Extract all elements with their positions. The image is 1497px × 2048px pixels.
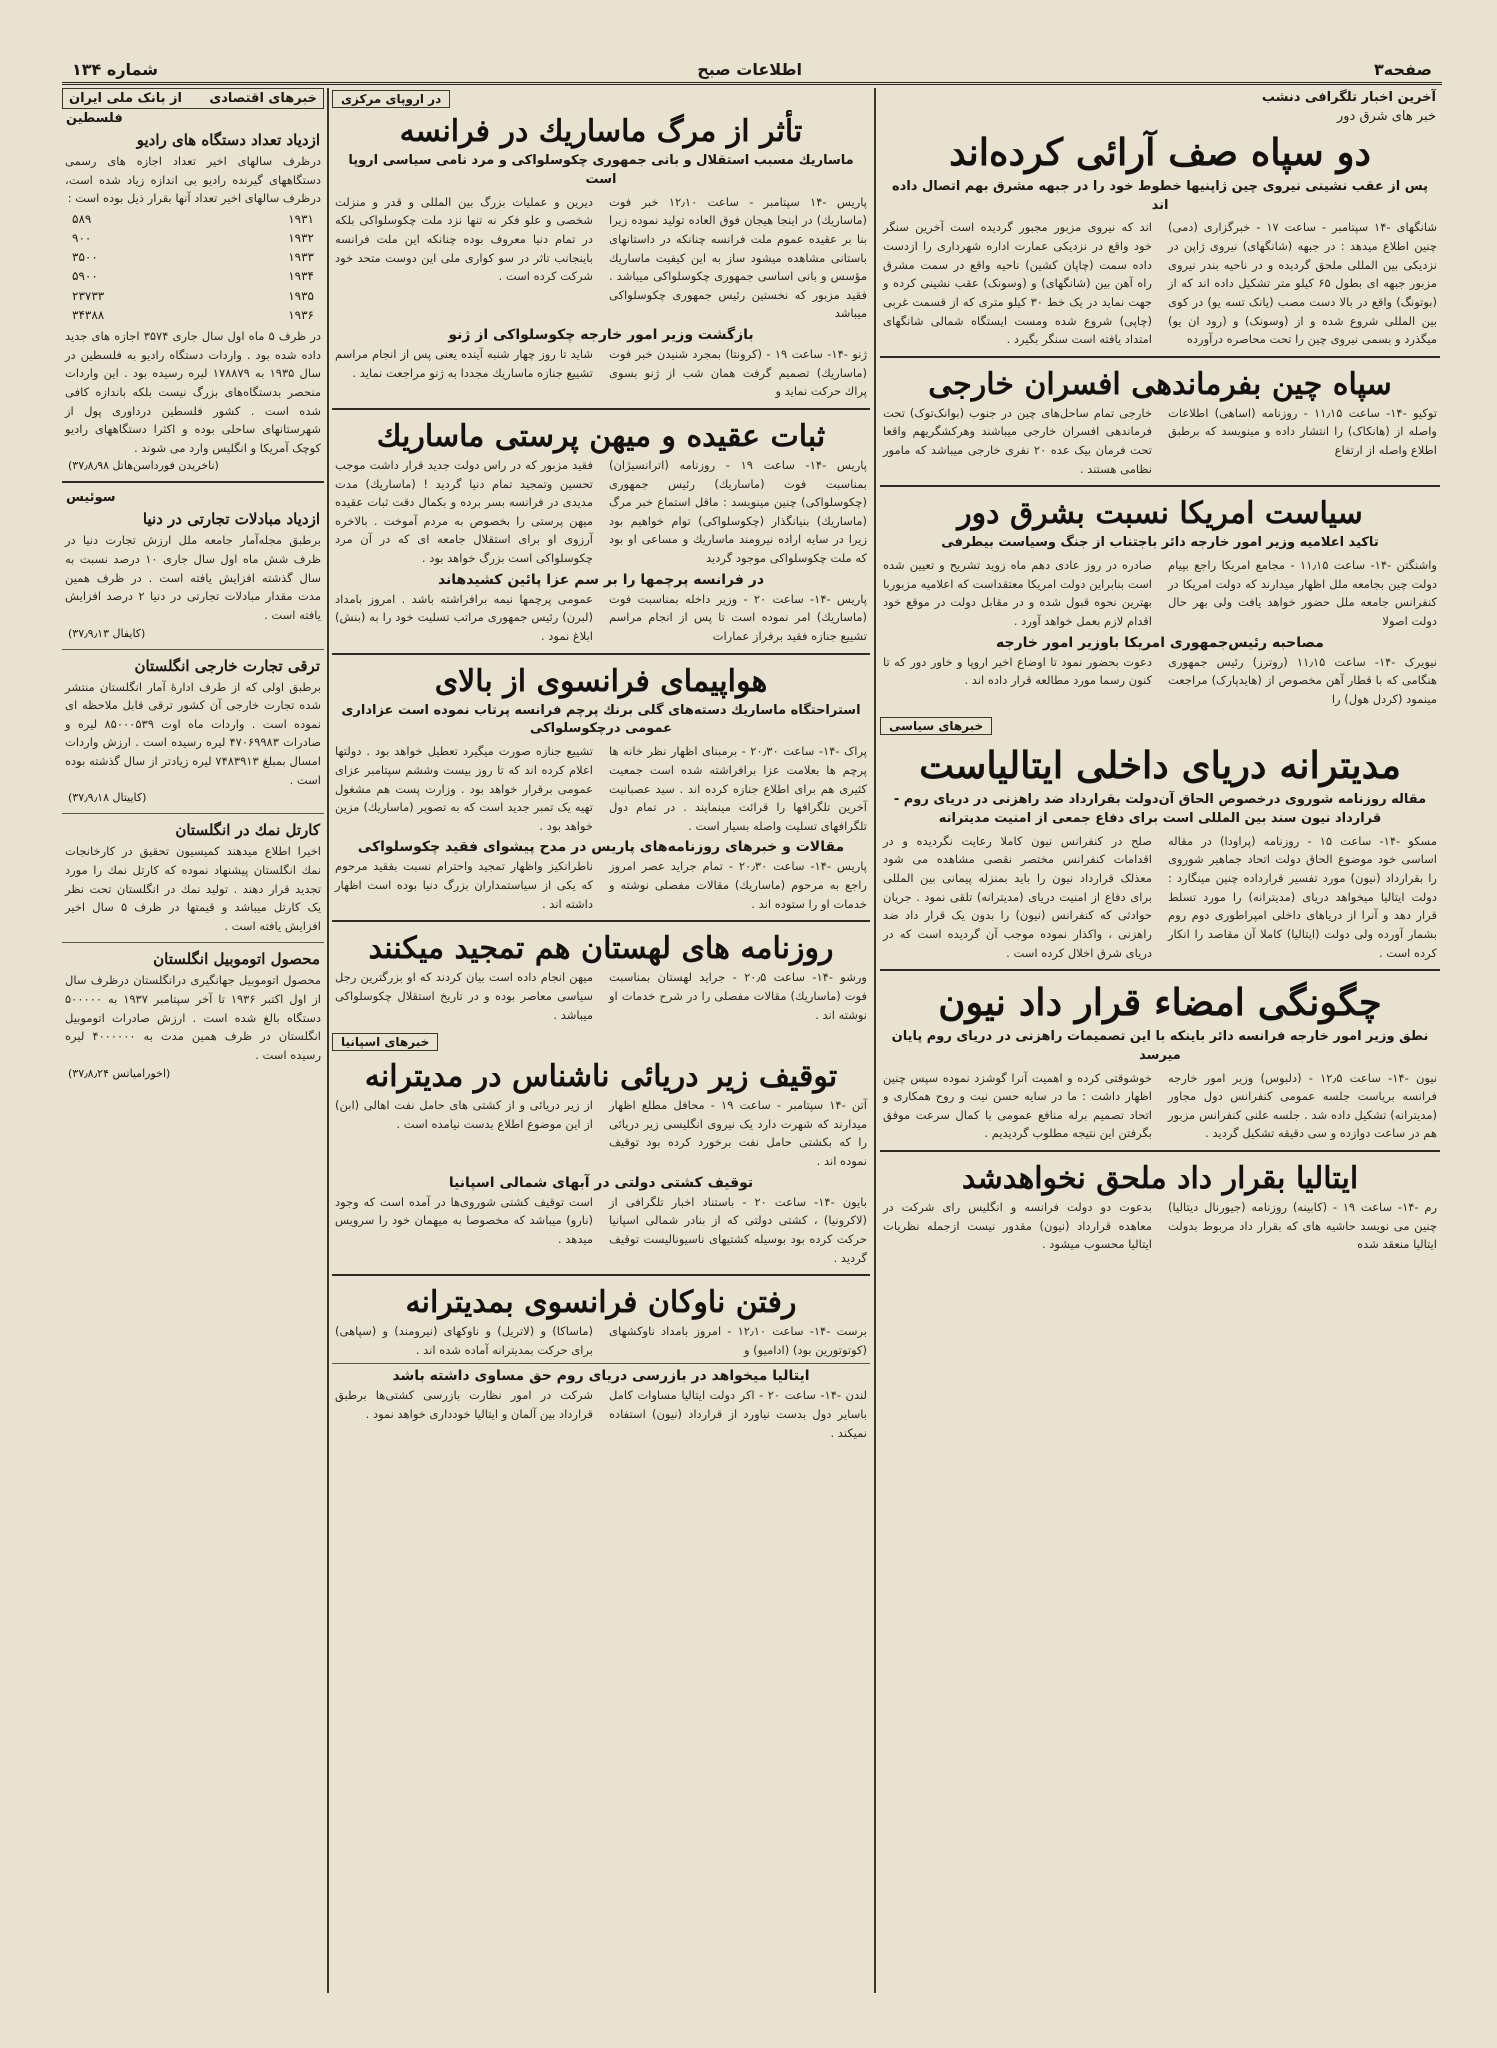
stats-year: ۱۹۳۲ (288, 231, 314, 246)
article-text: پاریس -۱۴- ساعت ۲۰٫۳۰ - تمام جراید عصر امروز راجع به مرحوم (ماساریك) مقالات مفصلی نوشته و خدمات او را ستوده اند . (609, 859, 867, 911)
article-text: ناطرانکیز واظهار تمجید واحترام نسبت بفقید مرحوم که یکی از سیاستمداران بزرگ دنیا بوده است اظهار داشته اند . (335, 859, 593, 911)
article-text: دیرین و عملیات بزرگ بین المللی و قدر و منزلت شخصی و علو فکر نه تنها نزد ملت چکوسلواکی بلکه در تمام دنیا معروف بوده چنانکه این ملت فرانسه باینجانب تاثر در سو کواری ملی این دوست متحد خود شرکت کرده است . (335, 194, 593, 284)
headline: تأثر از مرگ ماساریك در فرانسه (399, 114, 803, 149)
article-text: پاریس -۱۴ سپتامبر - ساعت ۱۲٫۱۰ خبر فوت (ماساریك) در اینجا هیجان فوق العاده تولید نموده زیرا بنا بر عقیده عموم ملت فرانسه چنانکه در داستانهای باستانی مشاهده میشود ساز به این کیفیت ماساریك مؤسس و بانی اساسی جمهوری چکوسلواکی میباشد . فقید مزبور که نخستین رئیس جمهوری چکوسلواکی میباشد (609, 194, 867, 321)
article-text: عمومی پرچمها نیمه برافراشته باشد . امروز بامداد (لبرن) رئیس جمهوری مراتب تسلیت خود را به (بنش) ابلاغ نمود . (335, 591, 593, 643)
article-text: رم -۱۴- ساعت ۱۹ - (کابینه) روزنامه (جیورنال دیتالیا) چنین می نویسد حاشیه های که بقرار داد مربوط بدولت ایتالیا منعقد شده (1168, 1200, 1437, 1252)
stats-year: ۱۹۳۳ (288, 250, 314, 265)
headline: مدیترانه دریای داخلی ایتالیاست (919, 743, 1401, 788)
section-switzerland: سوئیس (66, 490, 116, 506)
source-credit: (ناخریدن فورداسن‌هاتل ۳۷٫۸٫۹۸) (68, 459, 219, 473)
box-headline: توقیف کشتی دولتی در آبهای شمالی اسپانیا (448, 1174, 754, 1191)
article-masaryk-france (332, 110, 870, 401)
article-text: ژنو -۱۴- ساعت ۱۹ - (کرونتا) بمجرد شنیدن خبر فوت (ماساریك) تصمیم گرفت همان شب از ژنو بسوی پراك حرکت نماید و (609, 347, 867, 399)
box-headline: در فرانسه پرچمها را بر سم عزا پائین کشیدهاند (437, 571, 765, 588)
headline: روزنامه های لهستان هم تمجید میکنند (368, 931, 834, 967)
headline: ترقی تجارت خارجی انگلستان (134, 656, 320, 675)
source-credit: (کایفال ۳۷٫۹٫۱۳) (68, 626, 146, 640)
stats-year: ۱۹۳۶ (288, 307, 314, 322)
section-spain: خبرهای اسپانیا (332, 1033, 438, 1051)
article-text: تشییع جنازه صورت میگیرد تعطیل خواهد بود . دولتها اعلام کرده اند که تا روز بیست وششم سپتامبر عزای عمومی برقرار خواهد بود . وزارت پست هم مشغول تهیه یک تمبر جدید است که به تصویر (ماساریك) مزین خواهد بود . (335, 744, 593, 833)
article-text: اخیرا اطلاع میدهند کمیسیون تحقیق در کارخانجات نمك انگلستان پیشنهاد نموده که کارتل نمك را مورد تجدید قرار دهند . تولید نمك در انگلستان تحت نظر یک کارتل میباشد و قیمتها در ظرف ۵ سال اخیر افزایش یافته است . (65, 844, 321, 933)
column-divider-left (327, 88, 329, 1993)
right-kicker: آخرین اخبار تلگرافی دنشب (1261, 90, 1436, 105)
article-text: برطبق مجله‌آمار جامعه ملل ارزش تجارت دنیا در ظرف شش ماه اول سال جاری ۱۰ درصد نسبت به سال گذشته افزایش یافته است . در ظرف همین مدت مقدار مبادلات تجارتی در دنیا ۲ درصد افزایش یافته است . (65, 533, 322, 622)
article-two-armies (880, 126, 1440, 349)
section-palestine: فلسطین (66, 111, 123, 126)
subheadline: استراحتگاه ماساریك دسته‌های گلی برنك پرچم فرانسه پرتاب نموده است عزاداری عمومی درچکوسلواکی (341, 702, 861, 737)
stats-year: ۱۹۳۱ (288, 211, 314, 226)
stats-value: ۳۵۰۰ (72, 250, 98, 265)
column-source: از بانک ملی ایران (69, 91, 182, 106)
article-text: ورشو -۱۴- ساعت ۲۰٫۵ - جراید لهستان بمناسبت فوت (ماساریك) مقالات مفصلی را در شرح خدمات او نوشته اند . (609, 970, 867, 1022)
article-text: از زیر دریائی و از کشتی های حامل نفت اهالی (ابن) از این موضوع اطلاع بدست نیامده است . (335, 1098, 593, 1131)
article-text: است توقیف کشتی شوروی‌ها در آمده است که وجود (نارو) میباشد که مخصوصا به میهمان خود را سرویس میدهد . (335, 1194, 593, 1246)
stats-row (72, 267, 314, 286)
article-mediterranean (880, 739, 1440, 962)
subheadline: نطق وزیر امور خارجه فرانسه دائر باینکه با این تصمیمات راهزنی در دریای روم پایان میرسد (891, 1028, 1429, 1063)
article-text: شاید تا روز چهار شنبه آینده یعنی پس از انجام مراسم تشییع جنازه ماساریك مجددا به ژنو مراجعت نماید . (335, 347, 593, 380)
section-far-east: خبر های شرق دور (1336, 109, 1436, 124)
headline: ایتالیا بقرار داد ملحق نخواهدشد (961, 1161, 1359, 1197)
stats-year: ۱۹۳۵ (288, 288, 314, 303)
stats-value: ۵۹۰۰ (72, 269, 98, 284)
article-text: نیویرک -۱۴- ساعت ۱۱٫۱۵ (روترز) رئیس جمهوری هنگامی که با قطار آهن مخصوص از (هایدپارک) مراجعت مینمود (کردل هول) را (1168, 654, 1437, 706)
article-text: پراک -۱۴- ساعت ۲۰٫۳۰ - برمبنای اظهار نظر خانه ها پرچم ها بعلامت عزا برافراشته شده است جمعیت کثیری هم برای اطلاع جنازه کرده اند . سید عصبانیت آخرین تلگرافها را قرائت مینمایند . در تمام دول تلگرافهای تسلیت واصله بسیار است . (609, 744, 868, 833)
headline: هواپیمای فرانسوی از بالای (434, 663, 768, 699)
article-french-plane (332, 660, 870, 914)
article-us-policy (880, 492, 1440, 708)
article-text: مسکو -۱۴- ساعت ۱۵ - روزنامه (پراودا) در مقاله اساسی خود موضوع الحاق دولت اتحاد جماهیر شوروی را بقرارداد (نیون) مورد تفسیر قرارداده چنین مینگارد : دولت ایتالیا میخواهد دریای (مدیترانه) را مورد تسلط قرار دهد و آنرا از دریاهای داخلی امپراطوری دوم روم بشمار آورده ولی دولت (ایتالیا) کاملا آن مقاصد را انکار کرده است . (1168, 833, 1437, 960)
article-text: محصول اتوموبیل جهانگیری درانگلستان درظرف سال از اول اکتبر ۱۹۳۶ تا آخر سپتامبر ۱۹۳۷ به ۵۰۰۰۰۰ دستگاه بالغ شده است . ارزش صادرات اتوموبیل انگلستان در ظرف همین مدت به ۴۰۰۰۰۰۰ لیره رسیده است . (65, 973, 321, 1062)
headline: ازدیاد مبادلات تجارتی در دنیا (142, 510, 320, 529)
article-text: برطبق اولی که از طرف ادارۀ آمار انگلستان منتشر شده تجارت خارجی آن کشور ترقی قابل ملاحظه ای نموده است . واردات ماه اوت ۸۵۰۰۰۵۳۹ لیره و صادرات ۴۷۰۶۹۹۸۳ لیره رسیده است . ارزش واردات امسال بمبلغ ۷۴۸۳۹۱۳ لیره زیادتر از سال گذشته بوده است . (65, 679, 321, 787)
stats-value: ۲۳۷۳۳ (72, 288, 105, 303)
article-french-warships (332, 1281, 870, 1442)
article-nyon-signing (880, 976, 1440, 1143)
middle-column (332, 88, 870, 1449)
stats-row (72, 210, 314, 229)
column-title: خبرهای اقتصادی (209, 91, 317, 106)
headline: رفتن ناوکان فرانسوی بمدیترانه (405, 1285, 797, 1321)
article-text: بایون -۱۴- ساعت ۲۰ - باستناد اخبار تلگرافی از (لاکرونیا) ، کشتی دولتی که از بنادر شمالی اسپانیا حرکت کرده بود بوسیله کشتیهای ناسیونالیست توقیف گردید . (609, 1194, 867, 1265)
article-poland-press (332, 927, 870, 1024)
headline: ثبات عقیده و میهن پرستی ماساریك (376, 418, 826, 454)
article-text: شانگهای -۱۴ سپتامبر - ساعت ۱۷ - خبرگزاری (دمی) چنین اطلاع میدهد : در جبهه (شانگهای) نیروی ژاپن در نزدیکی بین المللی ملحق گردیده و در ناحیه بندر نیروی مزبور جبهه ای بطول ۶۵ کیلو متر تشکیل داده اند که از (بوتونگ) واقع در بالا دست مصب (یانک تسه یو) در کوی بین المللی شروع شده و از (وسونک) و (رود ان یو) میگذرد و بسمی نیروی چین را تحت محاصره درآورده (1168, 220, 1438, 347)
box-headline: مقالات و خبرهای روزنامه‌های پاریس در مدح پیشوای فقید چکوسلواکی (357, 839, 845, 856)
article-text: در ظرف ۵ ماه اول سال جاری ۳۵۷۴ اجازه های جدید داده شده بود . واردات دستگاه رادیو به فلسطین در سال ۱۹۳۵ به ۱۷۸۸۷۹ لیره رسیده بود . این واردات منحصر بدستگاه‌های بزرگ نیست بلکه باندازه کافی شده است . کشور فلسطین درداوری پول از شهرستانهای ساحلی بوده و اکثرا دستگاههای رادیو کوچک آمریکا و انگلیس وارد می شوند . (65, 329, 322, 455)
article-text: برست -۱۴- ساعت ۱۲٫۱۰ - امروز بامداد ناوکشهای (کوتوتورین بود) (ادامیو) و (609, 1324, 868, 1357)
stats-year: ۱۹۳۴ (288, 269, 314, 284)
stats-value: ۵۸۹ (72, 211, 92, 226)
masthead: اطلاعات صبح (697, 60, 802, 79)
article-italy (880, 1157, 1440, 1254)
section-political: خبرهای سیاسی (880, 717, 992, 735)
headline: سیاست امریکا نسبت بشرق دور (957, 496, 1363, 532)
stats-row (72, 287, 314, 306)
stats-value: ۳۴۳۸۸ (72, 307, 105, 322)
box-headline: ایتالیا میخواهد در بازرسی دریای روم حق مساوی داشته باشد (392, 1368, 810, 1385)
article-text: پاریس -۱۴- ساعت ۱۹ - روزنامه (اترانسیژان) بمناسبت فوت (ماساریك) رئیس جمهوری (چکوسلواکی) چنین مینویسد : ماقل استماع خبر مرگ (ماساریك) بنیانگذار (چکوسلواکی) توام خواهیم بود زیرا در سایه اراده نیرومند ماساریك و مساعی او بود که ملت چکوسلواکی موجود گردید (609, 457, 867, 566)
article-text: خارجی تمام ساحل‌های چین در جنوب (بوانک‌توک) تحت فرماندهی افسران خارجی میباشند وهرکشگریهم واقعا تحت فرمان بیک عده ۲۰ نفری خارجی میباشد که مامور نظامی هستند . (883, 405, 1152, 476)
article-text: صادره در روز عادی دهم ماه زوید تشریح و تعیین شده است بنابراین دولت امریکا معتقداست که اعلامیه مزبوربا بهترین نحوه قبول شده و در مقابل دولت در موقع خود اقدام لازم بعمل خواهد آورد . (883, 558, 1152, 628)
article-text: درظرف سالهای اخیر تعداد اجازه های رسمی دستگاههای گیرنده رادیو بی اندازه زیاد شده است، درظرف سالهای اخیر تعداد آنها بقرار ذیل بوده است : (65, 154, 321, 206)
article-salt-cartel (62, 818, 324, 935)
subheadline: مقاله روزنامه شوروی درخصوص الحاق آن‌دولت بقرارداد ضد راهزنی در دریای روم - قرارداد نیون سند بین المللی است برای دفاع جمعی از امنیت مدیترانه (893, 792, 1427, 826)
page-header (62, 58, 1442, 85)
article-text: اند که نیروی مزبور مجبور گردیده است آخرین سنگر خود واقع در نزدیکی عمارت اداره شهرداری را ازدست داده سمت (چاپان کشین) ناحیه واقع در سمت مشرق راه آهن بین (شانگهای) و (وسونک) عقب نشینی کرده و جهت نماید در یک خط ۳۰ کیلو متری که از قسمت غربی (چاپی) شروع شده ومست ایستگاه شمالی شانگهای امتداد یافته است سنگر بگیرد . (883, 220, 1152, 347)
article-text: صلح در کنفرانس نیون کاملا رعایت نگردیده و در اقدامات کنفرانس مختصر نقصی مشاهده می شود معذلک قرارداد نیون را باید بمنزله پیمانی بین المللی برای دفاع از امنیت دریای (مدیترانه) تلقی نمود . جریان حوادثی که کنفرانس (نیون) را بدون یک قرار داد ضد راهزنی ، واکذار نموده موجب آن گردیده است که در دریای شرق اخلال کرده است . (883, 833, 1152, 960)
headline: کارتل نمك در انگلستان (175, 821, 320, 840)
box-headline: مصاحبه رئیس‌جمهوری امریکا باوزیر امور خارجه (996, 634, 1324, 651)
article-submarine (332, 1055, 870, 1267)
article-text: دعوت بحضور نمود تا اوضاع اخیر اروپا و خاور دور که تا کنون رسما مورد مطالعه قرار داده اند . (883, 654, 1152, 688)
article-uk-trade (62, 654, 324, 807)
headline: محصول اتوموبیل انگلستان (153, 950, 320, 969)
column-divider-right (874, 88, 876, 1993)
headline: ازدیاد تعداد دستگاه های رادیو (136, 131, 320, 149)
headline: سپاه چین بفرماندهی افسران خارجی (928, 366, 1392, 402)
article-text: واشنگتن -۱۴- ساعت ۱۱٫۱۵ - مجامع امریکا راجع بپیام دولت چین بجامعه ملل اظهار میدارند که دولت امریکا در کنفرانس جامعه ملل حضور خواهد یافت ولی بهر حال دولت اصولا (1168, 558, 1437, 628)
article-world-trade (62, 507, 324, 641)
subheadline: پس از عقب نشینی نیروی چین ژاپنیها خطوط خود را در جبهه مشرق بهم اتصال داده اند (891, 178, 1429, 213)
subheadline: ماساریك مسبب استقلال و بانی جمهوری چکوسلواکی و مرد نامی سیاسی اروپا است (348, 153, 854, 187)
page-label: صفحه۳ (1374, 60, 1432, 79)
article-text: لندن -۱۴- ساعت ۲۰ - اکر دولت ایتالیا مساوات کامل باسایر دول بدست نیاورد از قرارداد (نیون) استفاده نمیکند . (609, 1388, 867, 1440)
article-text: (ماساکا) و (لاتریل) و ناوکهای (نیرومند) و (سپاهی) برای حرکت بمدیترانه آماده شده اند . (335, 1324, 593, 1357)
source-credit: (کاییتال ۳۷٫۹٫۱۸) (68, 791, 147, 805)
article-radio (62, 128, 324, 474)
article-text: بدعوت دو دولت فرانسه و انگلیس رای شرکت در معاهده قرارداد (نیون) مقدور نیست ازجمله نظریات ایتالیا محسوب میشود . (883, 1200, 1152, 1252)
article-text: پاریس -۱۴- ساعت ۲۰ - وزیر داخله بمناسبت فوت (ماساریك) امر نموده است تا پس از انجام مراسم تشییع جنازه فقید برفراز عمارات (609, 591, 868, 643)
left-column (62, 88, 324, 1089)
article-text: فقید مزبور که در راس دولت جدید قرار داشت موجب تحسین وتمجید تمام دنیا گردید ! (ماساریك) مدت مدیدی در فرانسه بسر برده و بکمال دقت ثبات عقیده میهن پرستی را بخصوص به مردم آموخت . بالاخره آرزوی او برای استقلال جامعه ای که در آن مرد چکوسلواکی است بزرگ خواهد بود . (335, 457, 593, 566)
section-central-europe: در اروپای مرکزی (332, 90, 450, 108)
subheadline: تاکید اعلامیه وزیر امور خارجه دائر باجتناب از جنگ وسیاست بیطرفی (941, 535, 1379, 551)
right-column (880, 88, 1440, 1261)
stats-row (72, 306, 314, 325)
article-uk-autos (62, 947, 324, 1081)
source-credit: (اخورامیاتس ۳۷٫۸٫۲۴) (68, 1066, 171, 1080)
article-text: شرکت در امور نظارت بازرسی کشتی‌ها برطبق قرارداد بین آلمان و ایتالیا خودداری خواهد نمود . (335, 1388, 593, 1421)
box-headline: بازگشت وزیر امور خارجه چکوسلواکی از ژنو (448, 327, 754, 344)
article-text: میهن انجام داده است بیان کردند که او بزرگترین رجل سیاسی معاصر بوده و در تاریخ استقلال چکوسلواکی میباشد . (335, 970, 593, 1022)
article-text: خوشوقتی کرده و اهمیت آنرا گوشزد نموده سپس چنین اظهار داشت : ما در سایه حسن نیت و روح همکاری و اتحاد تصمیم برله منافع عمومی با کمال سرعت موفق بگرفتن این نتیجه مطلوب گردیدیم . (883, 1070, 1152, 1141)
article-text: آتن -۱۴ سپتامبر - ساعت ۱۹ - محافل مطلع اظهار میدارند که شهرت دارد یک نیروی انگلیسی زیر دریائی را که بکشتی حامل نفت برخورد کرده بود توقیف نموده اند . (609, 1098, 867, 1168)
article-china-army (880, 363, 1440, 479)
headline: چگونگی امضاء قرار داد نیون (938, 980, 1382, 1025)
stats-value: ۹۰۰ (72, 231, 92, 246)
stats-row (72, 229, 314, 248)
headline: توقیف زیر دریائی ناشناس در مدیترانه (364, 1059, 838, 1095)
issue-number: شماره ۱۳۴ (72, 60, 158, 79)
headline: دو سپاه صف آرائی کرده‌اند (949, 130, 1371, 174)
article-text: نیون -۱۴- ساعت ۱۲٫۵ - (دلبوس) وزیر امور خارجه فرانسه بریاست جلسه عمومی کنفرانس دول مجاور (مدیترانه) تشکیل داده شد . جلسه علنی کنفرانس مزبور هم در ساعت دوازده و سی دقیقه تشکیل گردید . (1168, 1070, 1437, 1141)
stats-row (72, 248, 314, 267)
radio-stats-table (62, 208, 324, 327)
article-text: توکیو -۱۴- ساعت ۱۱٫۱۵ - روزنامه (اساهی) اطلاعات واصله از (هانکاک) را انتشار داده و مینویسد که برطبق اطلاع واصله از ارتفاع (1168, 405, 1437, 457)
article-masaryk-patriotism (332, 415, 870, 646)
